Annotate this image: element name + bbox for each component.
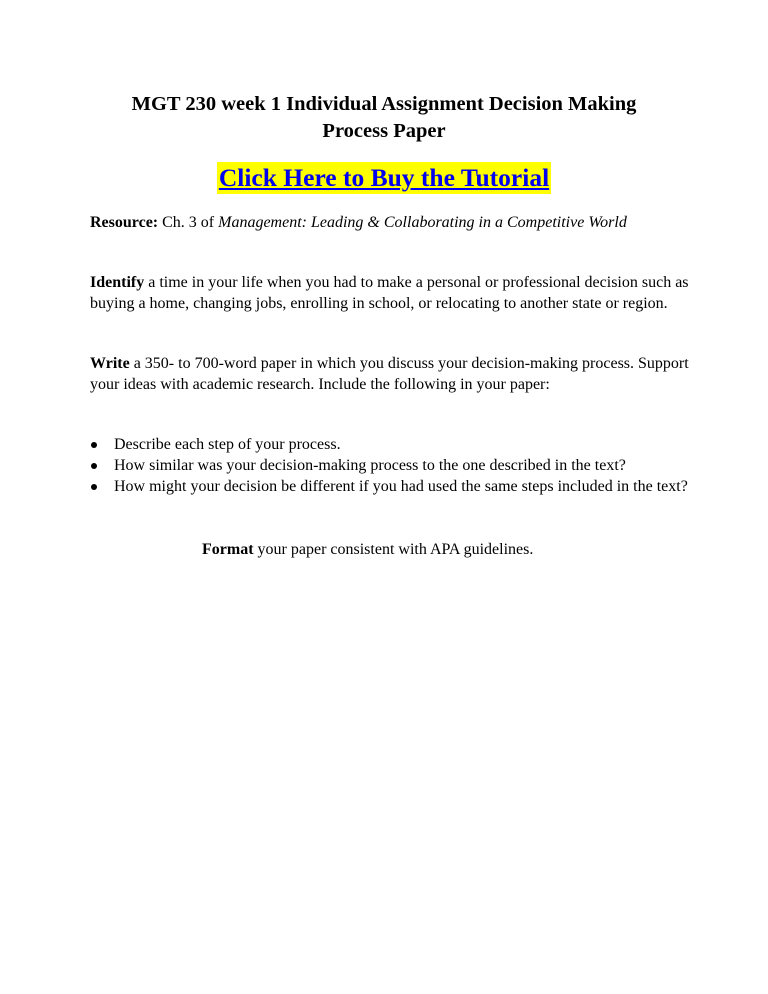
format-paragraph [202,539,702,560]
requirements-list [90,434,690,497]
resource-paragraph [90,212,690,233]
title-line-2: Process Paper [322,120,446,142]
identify-paragraph [90,272,690,314]
bullet-icon [91,463,97,469]
write-text: a 350- to 700-word paper in which you discuss your decision-making process. Support your ideas with academic research. Include the following in your paper: [90,355,689,393]
list-item-text: How might your decision be different if you had used the same steps included in the text? [114,478,688,495]
bullet-icon [91,442,97,448]
list-item-text: Describe each step of your process. [114,436,341,453]
write-keyword: Write [90,355,130,372]
format-keyword: Format [202,541,254,558]
document-title [60,91,708,145]
identify-text: a time in your life when you had to make a personal or professional decision such as buying a home, changing jobs, enrolling in school, or relocating to another state or region. [90,274,689,312]
write-paragraph [90,353,690,395]
resource-book-title: Management: Leading & Collaborating in a Competitive World [218,214,627,231]
list-item-text: How similar was your decision-making process to the one described in the text? [114,457,626,474]
cta-container [0,162,768,194]
identify-keyword: Identify [90,274,145,291]
resource-label: Resource: [90,214,159,231]
format-text: your paper consistent with APA guidelines. [253,541,534,558]
list-item [90,434,690,455]
list-item [90,476,690,497]
buy-tutorial-link[interactable]: Click Here to Buy the Tutorial [218,163,550,192]
bullet-icon [91,484,97,490]
title-line-1: MGT 230 week 1 Individual Assignment Decision Making [131,93,637,115]
list-item [90,455,690,476]
resource-prefix: Ch. 3 of [158,214,219,231]
